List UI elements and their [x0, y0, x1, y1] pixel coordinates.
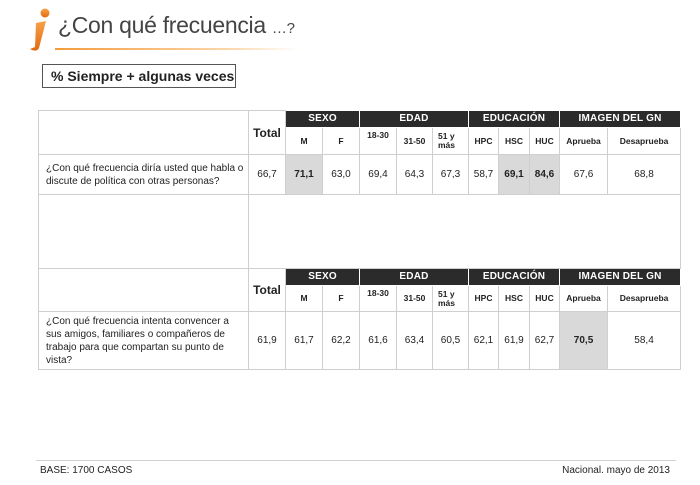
sub-header-aprueba: Aprueba: [560, 286, 608, 312]
value-huc: 84,6: [530, 155, 560, 195]
sub-header-hsc: HSC: [499, 128, 530, 155]
total-header: Total: [249, 269, 286, 312]
spacer-cell: [39, 195, 249, 269]
sub-header-hsc: HSC: [499, 286, 530, 312]
title-underline: [55, 48, 298, 50]
results-table-2: [38, 268, 681, 370]
sub-header-f: F: [323, 128, 360, 155]
page-title-dots: …?: [271, 20, 295, 37]
sub-header-huc: HUC: [530, 286, 560, 312]
info-logo-icon: [24, 8, 54, 52]
sub-header-hpc: HPC: [469, 128, 499, 155]
footer-source: Nacional. mayo de 2013: [562, 465, 670, 476]
sub-header-desaprueba: Desaprueba: [608, 286, 681, 312]
group-header-educacion: EDUCACIÓN: [469, 269, 560, 286]
value-huc: 62,7: [530, 312, 560, 370]
value-51-mas: 60,5: [433, 312, 469, 370]
value-m: 71,1: [286, 155, 323, 195]
page-title-text: ¿Con qué frecuencia: [58, 12, 266, 38]
value-aprueba: 70,5: [560, 312, 608, 370]
subtitle-box: [42, 64, 236, 88]
sub-header-hpc: HPC: [469, 286, 499, 312]
value-total: 61,9: [249, 312, 286, 370]
sub-header-desaprueba: Desaprueba: [608, 128, 681, 155]
sub-header-f: F: [323, 286, 360, 312]
group-header-sexo: SEXO: [286, 269, 360, 286]
sub-header-31-50: 31-50: [397, 286, 433, 312]
total-header: Total: [249, 111, 286, 155]
group-header-edad: EDAD: [360, 269, 469, 286]
subtitle: % Siempre + algunas veces: [51, 68, 235, 84]
sub-header-m: M: [286, 286, 323, 312]
group-header-edad: EDAD: [360, 111, 469, 128]
value-desaprueba: 58,4: [608, 312, 681, 370]
group-header-imagen-gn: IMAGEN DEL GN: [560, 269, 681, 286]
question-header-cell: [39, 111, 249, 155]
value-hsc: 69,1: [499, 155, 530, 195]
spacer-row: [249, 195, 681, 269]
group-header-imagen-gn: IMAGEN DEL GN: [560, 111, 681, 128]
value-hpc: 62,1: [469, 312, 499, 370]
value-f: 63,0: [323, 155, 360, 195]
sub-header-huc: HUC: [530, 128, 560, 155]
group-header-sexo: SEXO: [286, 111, 360, 128]
sub-header-aprueba: Aprueba: [560, 128, 608, 155]
sub-header-m: M: [286, 128, 323, 155]
footer-divider: [36, 460, 676, 461]
value-31-50: 63,4: [397, 312, 433, 370]
value-desaprueba: 68,8: [608, 155, 681, 195]
value-51-mas: 67,3: [433, 155, 469, 195]
sub-header-51-mas: 51 y más: [433, 128, 469, 155]
page-title: [58, 12, 295, 39]
question-2: ¿Con qué frecuencia intenta convencer a sus amigos, familiares o compañeros de trabajo para que compartan su punto de vista?: [39, 312, 249, 370]
value-18-30: 61,6: [360, 312, 397, 370]
sub-header-51-mas: 51 y más: [433, 286, 469, 312]
footer-base: BASE: 1700 CASOS: [40, 465, 133, 476]
group-header-educacion: EDUCACIÓN: [469, 111, 560, 128]
value-m: 61,7: [286, 312, 323, 370]
value-31-50: 64,3: [397, 155, 433, 195]
sub-header-18-30: 18-30: [360, 286, 397, 312]
value-18-30: 69,4: [360, 155, 397, 195]
value-f: 62,2: [323, 312, 360, 370]
sub-header-18-30: 18-30: [360, 128, 397, 155]
value-hsc: 61,9: [499, 312, 530, 370]
value-aprueba: 67,6: [560, 155, 608, 195]
value-hpc: 58,7: [469, 155, 499, 195]
sub-header-31-50: 31-50: [397, 128, 433, 155]
question-1: ¿Con qué frecuencia diría usted que habla o discute de política con otras personas?: [39, 155, 249, 195]
results-table-1: [38, 110, 681, 269]
question-header-cell: [39, 269, 249, 312]
value-total: 66,7: [249, 155, 286, 195]
